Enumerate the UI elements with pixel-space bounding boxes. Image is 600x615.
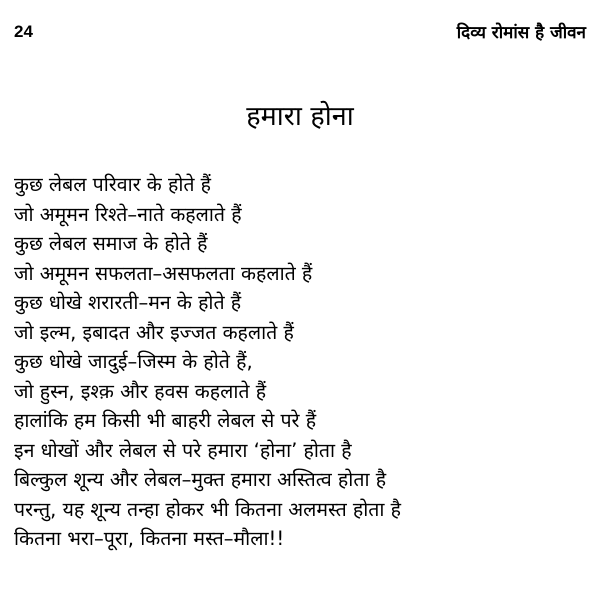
poem-line: कुछ धोखे शरारती–मन के होते हैं [14,291,242,314]
poem-line: जो अमूमन सफलता–असफलता कहलाते हैं [14,261,313,285]
poem-line: कुछ धोखे जादुई–जिस्म के होते हैं, [14,350,253,373]
poem-line: कितना भरा–पूरा, कितना मस्त–मौला!! [14,527,285,550]
poem-line: इन धोखों और लेबल से परे हमारा ‘होना’ होता है [14,438,352,462]
poem-line: परन्तु, यह शून्य तन्हा होकर भी कितना अलमस्त होता है [14,497,402,521]
poem-body [14,170,594,554]
poem-line: जो अमूमन रिश्ते–नाते कहलाते हैं [14,202,242,226]
page-number: 24 [14,22,33,41]
poem-line: कुछ लेबल समाज के होते हैं [14,232,208,255]
poem-line: जो हुस्न, इश्क़ और हवस कहलाते हैं [14,379,267,403]
poem-title: हमारा होना [246,101,354,132]
poem-line: हालांकि हम किसी भी बाहरी लेबल से परे हैं [14,409,317,432]
poem-line: बिल्कुल शून्य और लेबल–मुक्त हमारा अस्तित्व होता है [14,468,387,491]
poem-line: कुछ लेबल परिवार के होते हैं [14,173,212,196]
running-header-book-title: दिव्य रोमांस है जीवन [456,23,586,43]
poem-line: जो इल्म, इबादत और इज्जत कहलाते हैं [14,320,294,344]
